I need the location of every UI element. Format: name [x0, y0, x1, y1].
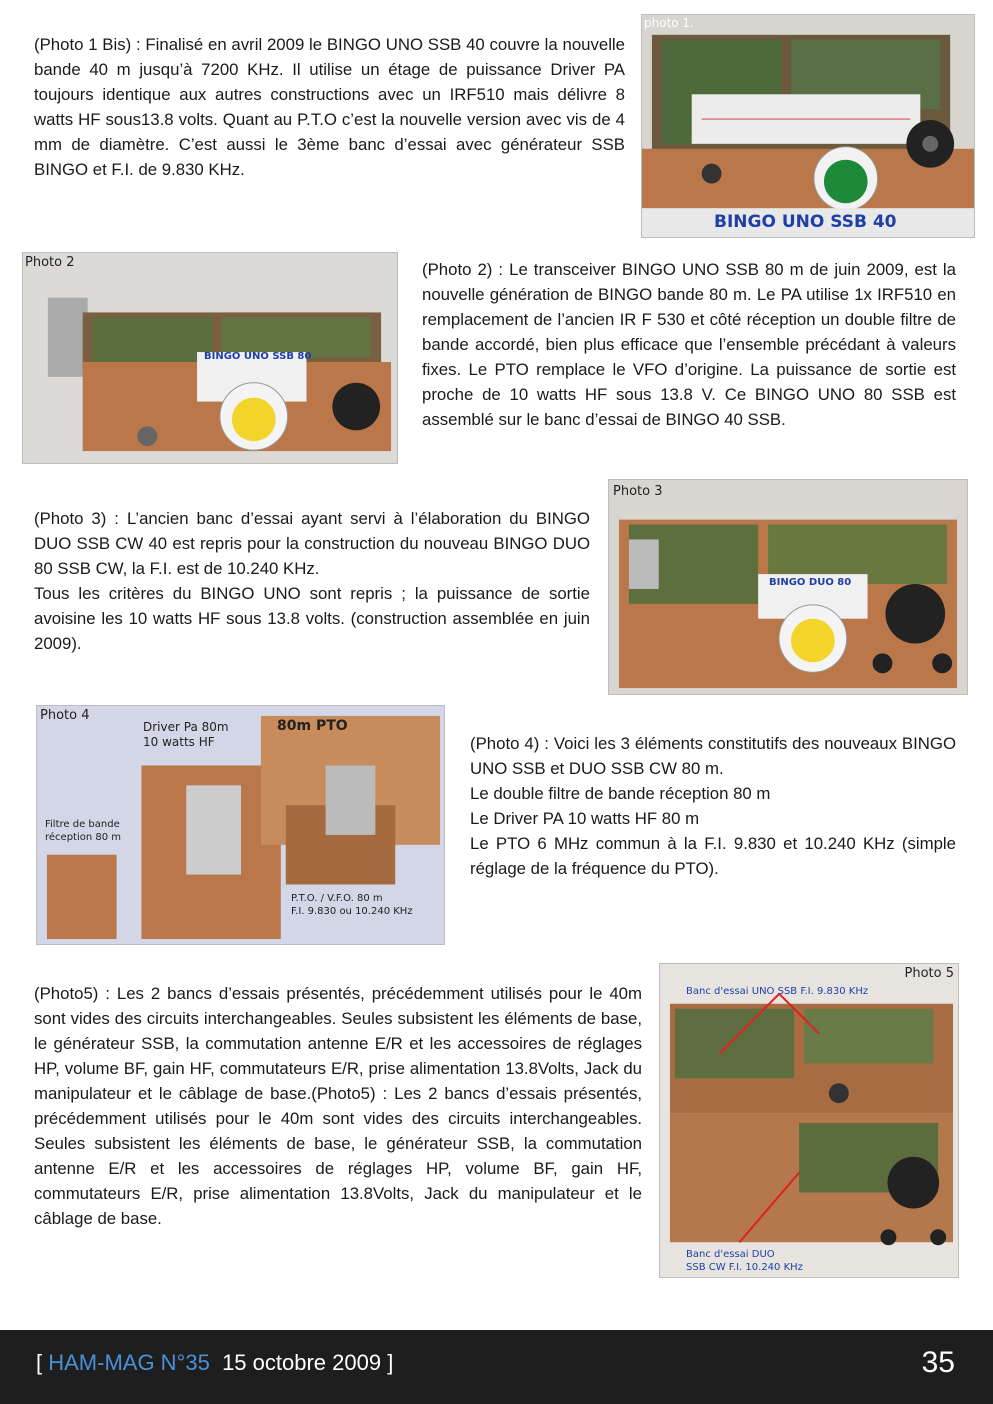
paragraph-line: Le Driver PA 10 watts HF 80 m — [470, 809, 700, 828]
page-number: 35 — [921, 1346, 955, 1379]
paragraph-line: Tous les critères du BINGO UNO sont repris ; la puissance de sortie avoisine les 10 watts HF sous 13.8 volts. (construction assemblée en juin 2009). — [34, 584, 590, 653]
photo-4-filter-label: Filtre de bande réception 80 m — [45, 819, 122, 843]
photo-4-driver-label: Driver Pa 80m 10 watts HF — [143, 720, 229, 749]
footer-magazine: HAM-MAG N°35 — [48, 1350, 210, 1375]
photo-2-label: Photo 2 — [25, 255, 75, 270]
photo-3 — [608, 479, 968, 695]
paragraph-photo3 — [34, 506, 590, 656]
footer-date: 15 octobre 2009 ] — [209, 1350, 394, 1375]
photo-5-label: Photo 5 — [904, 966, 954, 981]
photo-4 — [36, 705, 445, 945]
photo-3-panel-label: BINGO DUO 80 — [769, 577, 852, 588]
photo-2-panel-label: BINGO UNO SSB 80 — [204, 351, 312, 362]
photo-1-caption: BINGO UNO SSB 40 — [714, 212, 897, 232]
photo-5 — [659, 963, 959, 1278]
paragraph-text: (Photo 1 Bis) : Finalisé en avril 2009 le BINGO UNO SSB 40 couvre la nouvelle bande 40 m jusqu’à 7200 KHz. Il utilise un étage de puissance Driver PA toujours identique aux autres constructions avec un IRF510 mais délivre 8 watts HF sous13.8 volts. Quant au P.T.O c’est la nouvelle version avec vis de 4 mm de diamètre. C’est aussi le 3ème banc d’essai avec générateur SSB BINGO et F.I. de 9.830 KHz. — [34, 35, 625, 179]
photo-2 — [22, 252, 398, 464]
photo-4-label: Photo 4 — [40, 708, 90, 723]
photo-1 — [641, 14, 975, 238]
photo-5-top-annotation: Banc d'essai UNO SSB F.I. 9.830 KHz — [686, 986, 869, 997]
paragraph-photo4 — [470, 731, 956, 881]
page-footer — [0, 1330, 993, 1404]
paragraph-line: (Photo 3) : L’ancien banc d’essai ayant servi à l’élaboration du BINGO DUO SSB CW 40 est repris pour la construction du nouveau BINGO DUO 80 SSB CW, la F.I. est de 10.240 KHz. — [34, 509, 590, 578]
paragraph-line: Le PTO 6 MHz commun à la F.I. 9.830 et 10.240 KHz (simple réglage de la fréquence du PTO). — [470, 834, 956, 878]
photo-1-label: photo 1. — [644, 16, 694, 30]
footer-issue — [36, 1350, 393, 1376]
paragraph-photo5 — [34, 981, 642, 1231]
paragraph-line: Le double filtre de bande réception 80 m — [470, 784, 771, 803]
photo-3-label: Photo 3 — [613, 484, 663, 499]
footer-bracket-open: [ — [36, 1350, 49, 1375]
paragraph-photo1 — [34, 32, 625, 182]
photo-5-bottom-annotation: Banc d'essai DUO SSB CW F.I. 10.240 KHz — [686, 1249, 803, 1273]
photo-4-pto-board-label: 80m PTO — [277, 718, 348, 734]
paragraph-text: (Photo 2) : Le transceiver BINGO UNO SSB 80 m de juin 2009, est la nouvelle génération de BINGO bande 80 m. Le PA utilise 1x IRF510 en remplacement de l’ancien IR F 530 et côté réception un double filtre de bande accordé, bien plus efficace que l’ensemble précédant à valeurs fixes. Le PTO remplace le VFO d’origine. La puissance de sortie est proche de 10 watts HF sous 13.8 V. Ce BINGO UNO 80 SSB est assemblé sur le banc d’essai de BINGO 40 SSB. — [422, 260, 956, 429]
paragraph-text: (Photo5) : Les 2 bancs d’essais présentés, précédemment utilisés pour le 40m sont vides des circuits interchangeables. Seules subsistent les éléments de base, le générateur SSB, la commutation antenne E/R et les accessoires de réglages HP, volume BF, gain HF, commutateurs E/R, prise alimentation 13.8Volts, Jack du manipulateur et le câblage de base.(Photo5) : Les 2 bancs d’essais présentés, précédemment utilisés pour le 40m sont vides des circuits interchangeables. Seules subsistent les éléments de base, le générateur SSB, la commutation antenne E/R et les accessoires de réglages HP, volume BF, gain HF, commutateurs E/R, prise alimentation 13.8Volts, Jack du manipulateur et le câblage de base. — [34, 984, 642, 1228]
paragraph-photo2 — [422, 257, 956, 432]
photo-4-pto-label: P.T.O. / V.F.O. 80 m F.I. 9.830 ou 10.240 KHz — [291, 893, 413, 917]
photo-5-image — [660, 964, 958, 1277]
paragraph-line: (Photo 4) : Voici les 3 éléments constitutifs des nouveaux BINGO UNO SSB et DUO SSB CW 80 m. — [470, 734, 956, 778]
photo-1-image — [642, 15, 974, 237]
